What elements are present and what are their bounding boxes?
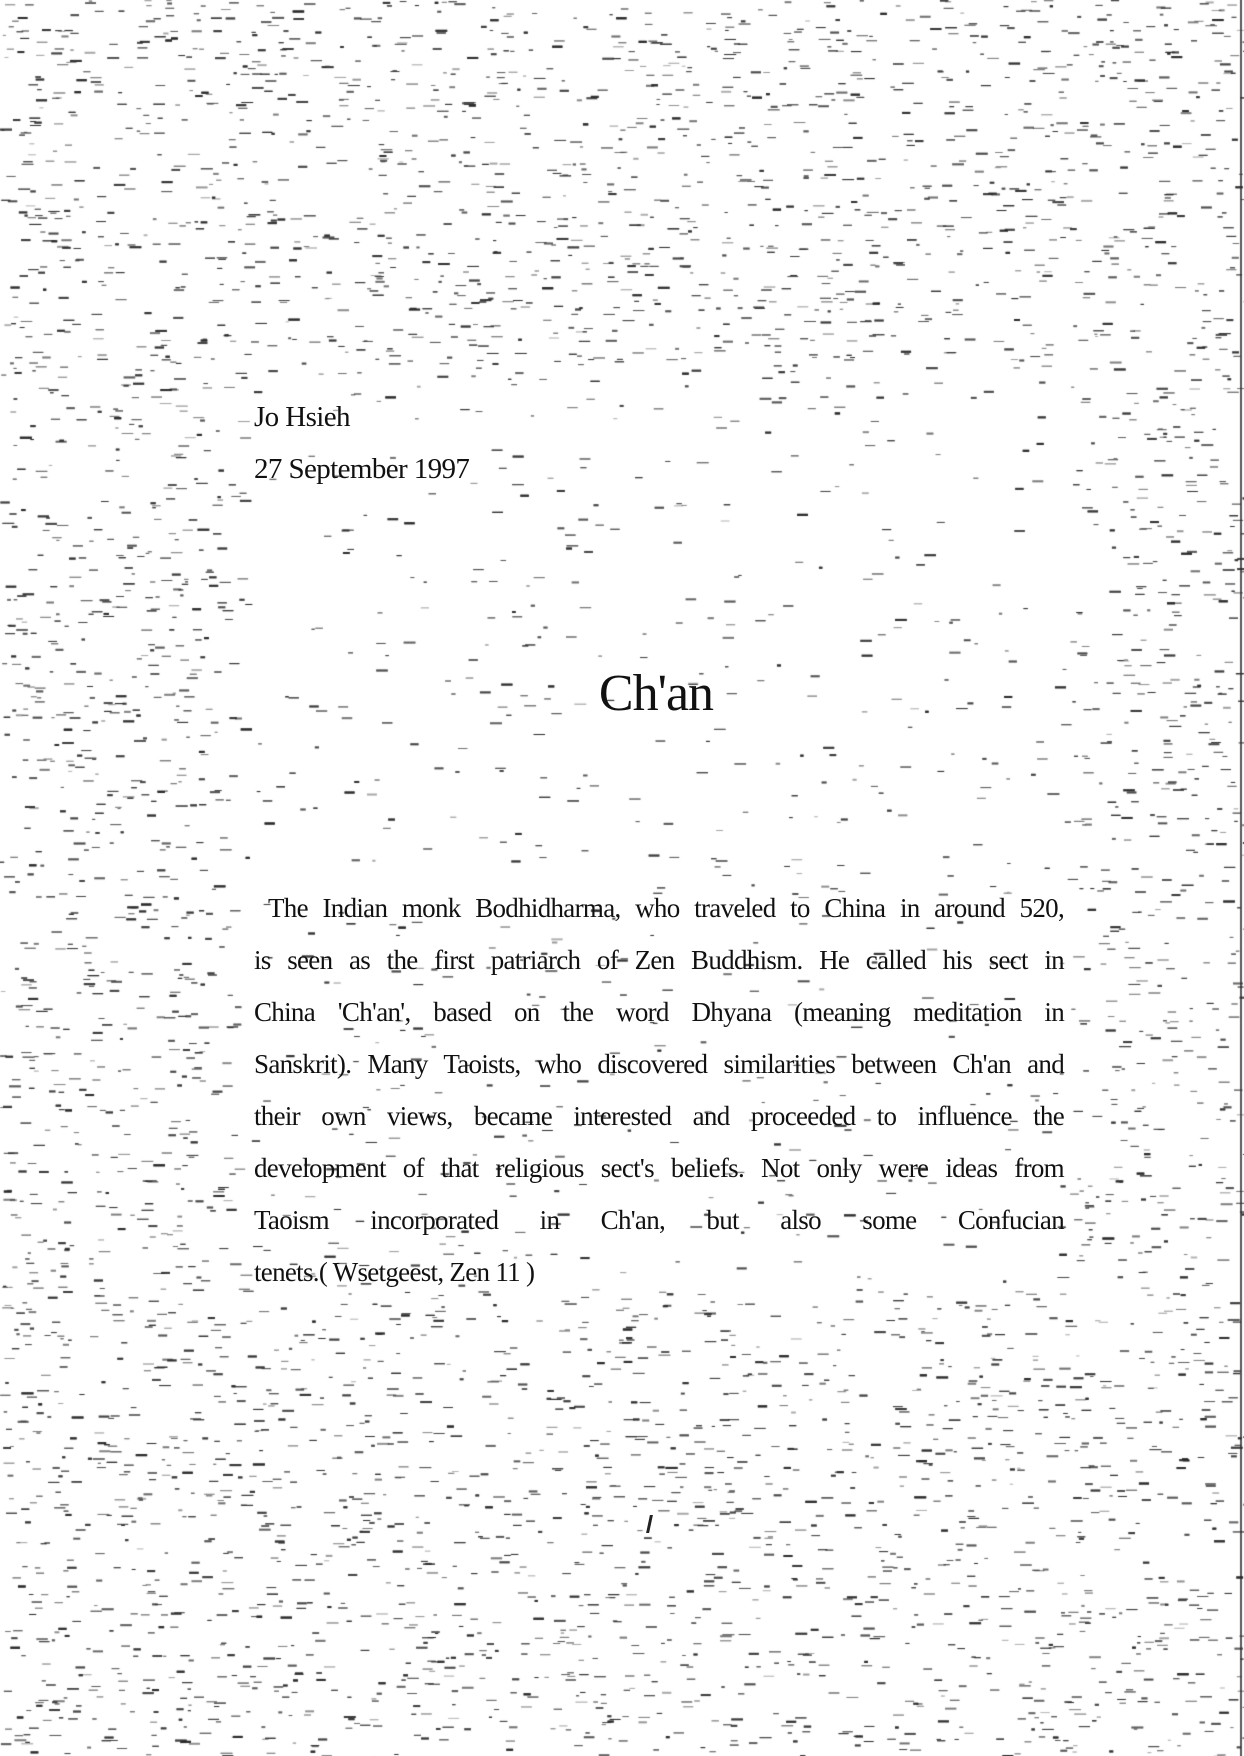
paragraph-line: development of that religious sect's beliefs. Not only were ideas from bbox=[254, 1153, 1064, 1183]
author-name: Jo Hsieh bbox=[254, 401, 350, 433]
paragraph-line: tenets.( Wsetgeest, Zen 11 ) bbox=[254, 1257, 535, 1287]
document-date: 27 September 1997 bbox=[254, 453, 470, 485]
paragraph-line: is seen as the first patriarch of Zen Buddhism. He called his sect in bbox=[254, 945, 1064, 975]
stray-pen-mark bbox=[646, 1515, 653, 1533]
document-title: Ch'an bbox=[598, 665, 714, 722]
paragraph-line: Taoism incorporated in Ch'an, but also some Confucian bbox=[254, 1205, 1064, 1235]
paragraph-line: The Indian monk Bodhidharma, who traveled to China in around 520, bbox=[268, 893, 1064, 923]
body-paragraph bbox=[254, 890, 1064, 1306]
paragraph-line: Sanskrit). Many Taoists, who discovered similarities between Ch'an and bbox=[254, 1049, 1064, 1079]
paragraph-line: their own views, became interested and proceeded to influence the bbox=[254, 1101, 1064, 1131]
paragraph-line: China 'Ch'an', based on the word Dhyana (meaning meditation in bbox=[254, 997, 1064, 1027]
